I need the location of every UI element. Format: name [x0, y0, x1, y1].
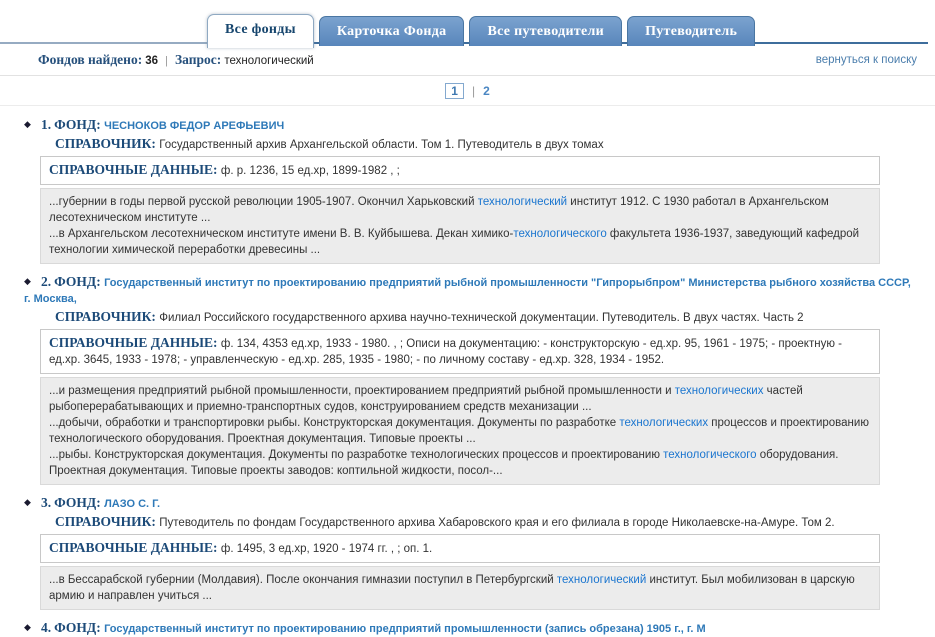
fund-name-link[interactable]: ЛАЗО С. Г.	[104, 498, 161, 510]
snippet-text: институт 1912. С 1930 работал в Архангельском лесотехническом институте ...	[49, 196, 829, 224]
back-to-search-link[interactable]: вернуться к поиску	[815, 54, 917, 66]
snippets-box	[40, 566, 880, 610]
guide-label: СПРАВОЧНИК:	[55, 514, 160, 529]
reference-data-label: СПРАВОЧНЫЕ ДАННЫЕ:	[49, 540, 221, 555]
snippet-text: ...в Бессарабской губернии (Молдавия). После окончания гимназии поступил в Петербургский	[49, 574, 557, 586]
reference-data-box	[40, 534, 880, 563]
fund-name-link[interactable]: Государственный институт по проектированию предприятий рыбной промышленности "Гипрорыбпром" Министерства рыбного хозяйства СССР, г. Москва,	[24, 277, 911, 305]
results-list	[0, 106, 935, 637]
result-entry	[24, 494, 935, 610]
reference-data-text: ф. 1495, 3 ед.хр, 1920 - 1974 гг. , ; оп. 1.	[220, 543, 433, 555]
tab-all-guides[interactable]: Все путеводители	[469, 16, 622, 46]
fund-label: ФОНД:	[54, 117, 105, 132]
result-number: 3.	[40, 495, 52, 510]
result-number: 2.	[40, 274, 52, 289]
guide-label: СПРАВОЧНИК:	[55, 309, 160, 324]
result-header	[24, 494, 935, 512]
reference-data-label: СПРАВОЧНЫЕ ДАННЫЕ:	[49, 162, 221, 177]
tab-guide[interactable]: Путеводитель	[627, 16, 755, 46]
snippet-text: институт. Был мобилизован в царскую армию и направлен учиться ...	[49, 574, 855, 602]
tab-bar	[0, 0, 935, 46]
fund-label: ФОНД:	[54, 274, 105, 289]
guide-text: Путеводитель по фондам Государственного архива Хабаровского края и его филиала в городе Николаевске-на-Амуре. Том 2.	[159, 517, 835, 529]
query-value: технологический	[224, 55, 314, 67]
snippet-line	[49, 226, 871, 258]
bullet-diamond-icon: ◆	[24, 276, 31, 286]
snippet-line	[49, 572, 871, 604]
highlighted-keyword[interactable]: технологических	[619, 417, 709, 429]
tabbar-underline-left	[0, 42, 209, 44]
guide-text: Филиал Российского государственного архива научно-технической документации. Путеводитель. В двух частях. Часть 2	[159, 312, 804, 324]
fund-name-link[interactable]: ЧЕСНОКОВ ФЕДОР АРЕФЬЕВИЧ	[104, 120, 285, 132]
snippet-text: ...губернии в годы первой русской революции 1905-1907. Окончил Харьковский	[49, 196, 478, 208]
snippet-text: ...рыбы. Конструкторская документация. Документы по разработке технологических процессов и проектированию	[49, 449, 664, 461]
query-label: Запрос:	[175, 52, 222, 67]
highlighted-keyword[interactable]: технологический	[477, 196, 568, 208]
snippet-text: частей рыбоперерабатывающих и приемно-транспортных судов, конструированием средств механизации ...	[49, 385, 803, 413]
fund-label: ФОНД:	[54, 620, 105, 635]
guide-row	[55, 136, 915, 153]
highlighted-keyword[interactable]: технологического	[663, 449, 757, 461]
guide-row	[55, 309, 915, 326]
pagination	[0, 76, 935, 106]
snippet-line	[49, 415, 871, 447]
tab-fund-card[interactable]: Карточка Фонда	[319, 16, 465, 46]
reference-data-box	[40, 156, 880, 185]
result-header	[24, 619, 935, 637]
guide-row	[55, 514, 915, 531]
reference-data-box	[40, 329, 880, 374]
highlighted-keyword[interactable]: технологический	[556, 574, 647, 586]
pagination-page-link[interactable]: 2	[483, 84, 490, 98]
snippet-text: ...добычи, обработки и транспортировки рыбы. Конструкторская документация. Документы по разработке	[49, 417, 620, 429]
snippet-line	[49, 194, 871, 226]
tab-all-funds[interactable]: Все фонды	[207, 14, 314, 48]
pagination-separator: |	[471, 84, 476, 98]
guide-text: Государственный архив Архангельской области. Том 1. Путеводитель в двух томах	[159, 139, 604, 151]
highlighted-keyword[interactable]: технологического	[513, 228, 607, 240]
pagination-current-page[interactable]: 1	[445, 83, 464, 99]
result-number: 1.	[40, 117, 52, 132]
snippets-box	[40, 377, 880, 485]
reference-data-text: ф. р. 1236, 15 ед.хр, 1899-1982 , ;	[220, 165, 400, 177]
result-entry	[24, 273, 935, 485]
reference-data-text: ф. 134, 4353 ед.хр, 1933 - 1980. , ; Описи на документацию: - конструкторскую - ед.хр. 95, 1961 - 1975; - проектную - ед.хр. 3645, 1933 - 1978; - управленческую - ед.хр. 285, 1935 - 1980; - по личному составу - ед.хр. 328, 1934 - 1952.	[49, 338, 842, 366]
found-count: 36	[145, 55, 159, 67]
bullet-diamond-icon: ◆	[24, 622, 31, 632]
highlighted-keyword[interactable]: технологических	[674, 385, 764, 397]
status-separator: |	[165, 55, 168, 67]
status-bar	[0, 46, 935, 76]
fund-name-link[interactable]: Государственный институт по проектированию предприятий промышленности (запись обрезана) 1905 г., г. М	[104, 623, 706, 635]
bullet-diamond-icon: ◆	[24, 119, 31, 129]
snippet-text: процессов и проектированию технологического оборудования. Проектная документация. Типовые проекты ...	[49, 417, 869, 445]
result-number: 4.	[40, 620, 52, 635]
guide-label: СПРАВОЧНИК:	[55, 136, 160, 151]
snippets-box	[40, 188, 880, 264]
tab-bar-tabs	[207, 22, 760, 46]
snippet-line	[49, 447, 871, 479]
reference-data-label: СПРАВОЧНЫЕ ДАННЫЕ:	[49, 335, 221, 350]
bullet-diamond-icon: ◆	[24, 497, 31, 507]
snippet-text: оборудования. Проектная документация. Типовые проекты заводов: коптильной жидкости, посол-...	[49, 449, 839, 477]
result-header	[24, 273, 935, 307]
snippet-text: ...в Архангельском лесотехническом институте имени В. В. Куйбышева. Декан химико-	[49, 228, 514, 240]
result-entry	[24, 619, 935, 637]
snippet-text: факультета 1936-1937, заведующий кафедрой технологии химической переработки древесины ...	[49, 228, 860, 256]
fund-label: ФОНД:	[54, 495, 105, 510]
result-entry	[24, 116, 935, 264]
snippet-text: ...и размещения предприятий рыбной промышленности, проектированием предприятий рыбной промышленности и	[49, 385, 675, 397]
result-header	[24, 116, 935, 134]
snippet-line	[49, 383, 871, 415]
found-label: Фондов найдено:	[38, 52, 143, 67]
